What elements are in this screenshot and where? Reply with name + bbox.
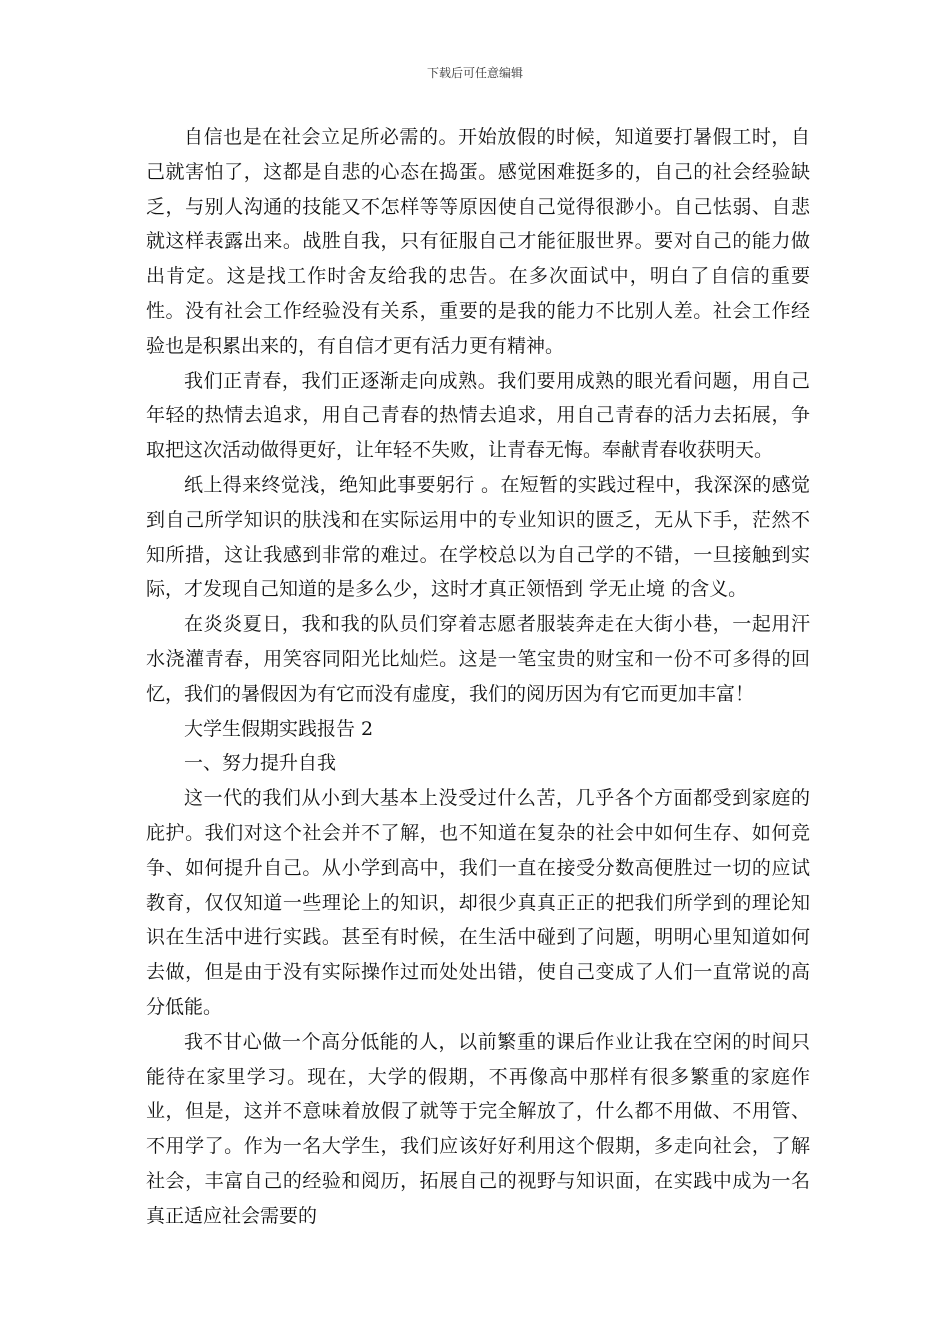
page-header: 下载后可任意编辑 — [426, 66, 523, 80]
paragraph-generation: 这一代的我们从小到大基本上没受过什么苦，几乎各个方面都受到家庭的庇护。我们对这个社会并不了解，也不知道在复杂的社会中如何生存、如何竞争、如何提升自己。从小学到高中，我们一直在接受分数高便胜过一切的应试教育，仅仅知道一些理论上的知识，却很少真真正正的把我们所学到的理论知识在生活中进行实践。甚至有时候，在生活中碰到了问题，明明心里知道如何去做，但是由于没有实际操作过而处处出错，使自己变成了人们一直常说的高分低能。 — [146, 787, 810, 1018]
document-body — [146, 120, 810, 1234]
paragraph-confidence: 自信也是在社会立足所必需的。开始放假的时候，知道要打暑假工时，自己就害怕了，这都是自悲的心态在捣蛋。感觉困难挺多的，自己的社会经验缺乏，与别人沟通的技能又不怎样等等原因使自己觉得很渺小。自己怯弱、自悲就这样表露出来。战胜自我，只有征服自己才能征服世界。要对自己的能力做出肯定。这是找工作时舍友给我的忠告。在多次面试中，明白了自信的重要性。没有社会工作经验没有关系，重要的是我的能力不比别人差。社会工作经验也是积累出来的，有自信才更有活力更有精神。 — [146, 126, 810, 357]
paragraph-summer: 在炎炎夏日，我和我的队员们穿着志愿者服装奔走在大街小巷，一起用汗水浇灌青春，用笑容同阳光比灿烂。这是一笔宝贵的财宝和一份不可多得的回忆，我们的暑假因为有它而没有虚度，我们的阅历因为有它而更加丰富！ — [146, 613, 810, 705]
paragraph-practice: 纸上得来终觉浅，绝知此事要躬行 。在短暂的实践过程中，我深深的感觉到自己所学知识的肤浅和在实际运用中的专业知识的匮乏，无从下手，茫然不知所措，这让我感到非常的难过。在学校总以为自己学的不错，一旦接触到实际，才发现自己知道的是多么少，这时才真正领悟到 学无止境 的含义。 — [146, 473, 810, 601]
paragraph-youth: 我们正青春，我们正逐渐走向成熟。我们要用成熟的眼光看问题，用自己年轻的热情去追求，用自己青春的热情去追求，用自己青春的活力去拓展，争取把这次活动做得更好，让年轻不失败，让青春无悔。奉献青春收获明天。 — [146, 369, 810, 462]
section-title: 大学生假期实践报告 2 — [184, 717, 374, 740]
paragraph-holiday: 我不甘心做一个高分低能的人，以前繁重的课后作业让我在空闲的时间只能待在家里学习。现在，大学的假期，不再像高中那样有很多繁重的家庭作业，但是，这并不意味着放假了就等于完全解放了，什么都不用做、不用管、不用学了。作为一名大学生，我们应该好好利用这个假期，多走向社会，了解社会，丰富自己的经验和阅历，拓展自己的视野与知识面，在实践中成为一名真正适应社会需要的 — [146, 1030, 810, 1227]
subsection-heading: 一、努力提升自我 — [184, 752, 337, 775]
